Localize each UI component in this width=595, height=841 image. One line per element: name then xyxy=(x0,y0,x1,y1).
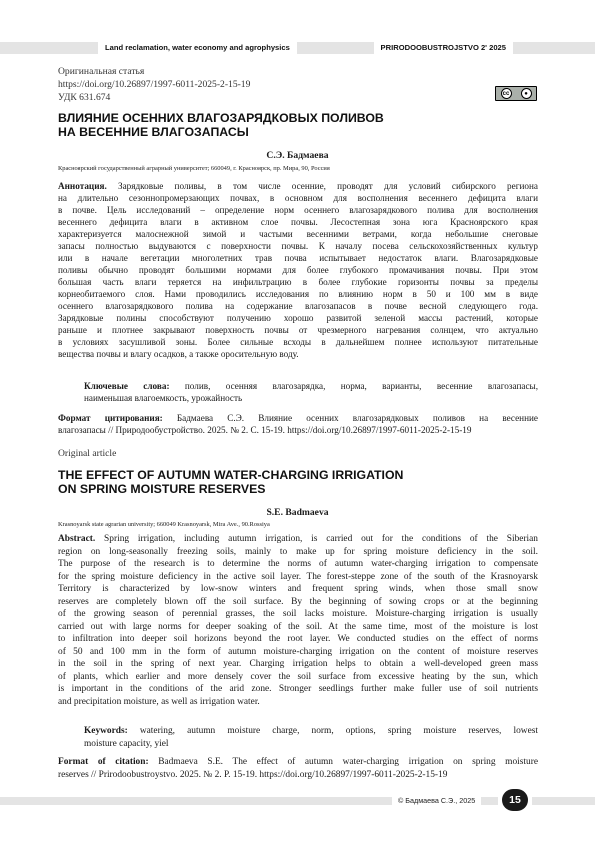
text-line: reserves are completely blown off the soil surface. By the beginning of sowing crops or at the beginning xyxy=(58,596,538,607)
text-line: раньше и плотнее закрывают поверхность почвы от чрезмерного нагревания солнцем, что актуально xyxy=(58,325,538,335)
abstract-label: Abstract. xyxy=(58,534,96,544)
text-line: to infiltration into deeper soil horizons beyond the root layer. We conducted studies on the effect of norms xyxy=(58,634,538,644)
affiliation-en: Krasnoyarsk state agrarian university; 660049 Krasnoyarsk, Mira Ave., 90.Rossiya xyxy=(58,521,270,528)
running-header-right: PRIRODOOBUSTROJSTVO 2' 2025 xyxy=(374,42,513,54)
cc-icon: cc xyxy=(501,88,512,99)
abstract-ru xyxy=(58,180,538,360)
text-line: характеризуется малоснежной зимой и частыми весенними ветрами, когда небольшие снеговые xyxy=(58,229,538,239)
citation-label: Format of citation: xyxy=(58,757,149,767)
text-line: in the soil in the spring of next year. Charging irrigation helps to obtain a well-developed green mass xyxy=(58,659,538,669)
text-line: Формат цитирования: Бадмаева С.Э. Влияние осенних влагозарядковых поливов на весенние xyxy=(58,413,538,423)
text-line: carried out with large norms for deeper soaking of the soil. At the same time, most of the moisture is lost xyxy=(58,621,538,632)
text-line: of 50 and 100 mm in the form of autumn moisture-charging irrigation on the content of moisture reserves xyxy=(58,646,538,657)
title-line: НА ВЕСЕННИЕ ВЛАГОЗАПАСЫ xyxy=(58,125,249,139)
text-line: Abstract. Spring irrigation, including autumn irrigation, is carried out for the conditions of the Siberian xyxy=(58,534,538,544)
page-number: 15 xyxy=(502,789,528,811)
citation-ru xyxy=(58,412,538,436)
keywords-label: Keywords: xyxy=(84,726,128,736)
text-line: весеннего дефицита влаги в активном слое почвы. Лесостепная зона юга Красноярского края xyxy=(58,217,538,227)
keywords-en xyxy=(84,725,538,750)
title-ru xyxy=(58,111,538,139)
abstract-label: Аннотация. xyxy=(58,181,107,191)
text-line: Ключевые слова: полив, осенняя влагозарядка, норма, варианты, весенние влагозапасы, xyxy=(84,381,538,391)
doi-link[interactable]: https://doi.org/10.26897/1997-6011-2025-2-15-19 xyxy=(58,79,251,90)
text-line: for the spring moisture deficiency in the active soil layer. The forest-steppe zone of the south of the Krasnoyarsk xyxy=(58,571,538,582)
text-line: Зарядковые полины способствуют получению хорошо развитой зеленой массы растений, которые xyxy=(58,313,538,323)
author-en: S.E. Badmaeva xyxy=(266,507,329,518)
by-person-icon: ● xyxy=(521,88,532,99)
text-line: moisture capacity, yiel xyxy=(84,738,169,749)
udk-code: УДК 631.674 xyxy=(58,92,111,103)
title-line: ВЛИЯНИЕ ОСЕННИХ ВЛАГОЗАРЯДКОВЫХ ПОЛИВОВ xyxy=(58,111,384,125)
text-line: The purpose of the research is to determine the norms of autumn water-charging irrigation to compensate xyxy=(58,559,538,569)
keywords-ru xyxy=(84,380,538,404)
text-line: влагозапасы // Природообустройство. 2025. № 2. С. 15-19. https://doi.org/10.26897/1997-6011-2025-2-15-19 xyxy=(58,425,472,435)
text-line: большая часть влаги теряется на инфильтрацию в более глубокие горизонты почвы за пределы xyxy=(58,277,538,287)
article-type-en: Original article xyxy=(58,448,117,459)
text-line: или в начале вегетации многолетних трав почва испытывает недостаток влаги. Влагозарядковые xyxy=(58,253,538,263)
running-header-left: Land reclamation, water economy and agrophysics xyxy=(98,42,297,54)
text-line: region on long-seasonally freezing soils, mainly to make up for spring moisture deficiency in the soil. xyxy=(58,546,538,557)
author-ru: С.Э. Бадмаева xyxy=(266,150,329,161)
text-line: корнеобитаемого слоя. Нами проводились исследования по влиянию норм в 50 и 100 мм в виде xyxy=(58,289,538,299)
text-line: осеннего влагозарядкового полива на содержание влагозапасов в почве весной следующего года. xyxy=(58,301,538,311)
title-en xyxy=(58,468,538,496)
text-line: запасы полностью выдуваются с поверхности почвы. К началу посева сельскохозяйственных культур xyxy=(58,241,538,251)
citation-en xyxy=(58,756,538,781)
text-line: на длительно сезоннопромерзающих почвах, в основном для восполнения весеннего дефицита влаги xyxy=(58,193,538,203)
text-line: в почве. Цель исследований – определение норм осеннего влагозарядкового полива для восполнения xyxy=(58,205,538,215)
text-line: Аннотация. Зарядковые поливы, в том числе осенние, проводят для условий сибирского региона xyxy=(58,181,538,191)
title-line: THE EFFECT OF AUTUMN WATER-CHARGING IRRIGATION xyxy=(58,468,404,482)
text-line: is important in the conditions of the arid zone. Stronger seedlings further make fuller use of soil nutrients xyxy=(58,684,538,694)
copyright: © Бадмаева С.Э., 2025 xyxy=(392,795,481,807)
text-line: reserves // Prirodoobustroystvo. 2025. № 2. P. 15-19. https://doi.org/10.26897/1997-6011-2025-2-15-19 xyxy=(58,769,448,780)
text-line: вещества почвы и влагу осадков, а также оросительную воду. xyxy=(58,349,299,359)
affiliation-ru: Красноярский государственный аграрный университет; 660049, г. Красноярск, пр. Мира, 90, Россия xyxy=(58,165,330,172)
text-line: наименьшая влагоемкость, урожайность xyxy=(84,393,243,403)
citation-label: Формат цитирования: xyxy=(58,413,163,423)
text-line: of the growing season of perennial grasses, the soil lacks moisture. Moisture-charging irrigation is usually xyxy=(58,609,538,619)
text-line: в условиях засушливой зоны. Более сильные всходы в дальнейшем полнее используют питательные xyxy=(58,337,538,347)
title-line: ON SPRING MOISTURE RESERVES xyxy=(58,482,266,496)
article-type: Оригинальная статья xyxy=(58,66,145,77)
text-line: Keywords: watering, autumn moisture charge, norm, options, spring moisture reserves, lowest xyxy=(84,726,538,736)
text-line: поливы обычно проводят большими нормами для более глубокого промачивания почвы. При этом xyxy=(58,265,538,275)
text-line: Territory is characterized by low-snow winters and frequent spring winds, when those small snow xyxy=(58,584,538,594)
text-line: Format of citation: Badmaeva S.E. The effect of autumn water-charging irrigation on spring moisture xyxy=(58,757,538,767)
cc-by-icon[interactable] xyxy=(495,86,537,101)
keywords-label: Ключевые слова: xyxy=(84,381,170,391)
text-line: of plants, which earlier and more densely cover the soil surface from excessive heating by the sun, which xyxy=(58,671,538,682)
text-line: and precipitation moisture, as well as irrigation water. xyxy=(58,696,260,707)
abstract-en xyxy=(58,533,538,708)
